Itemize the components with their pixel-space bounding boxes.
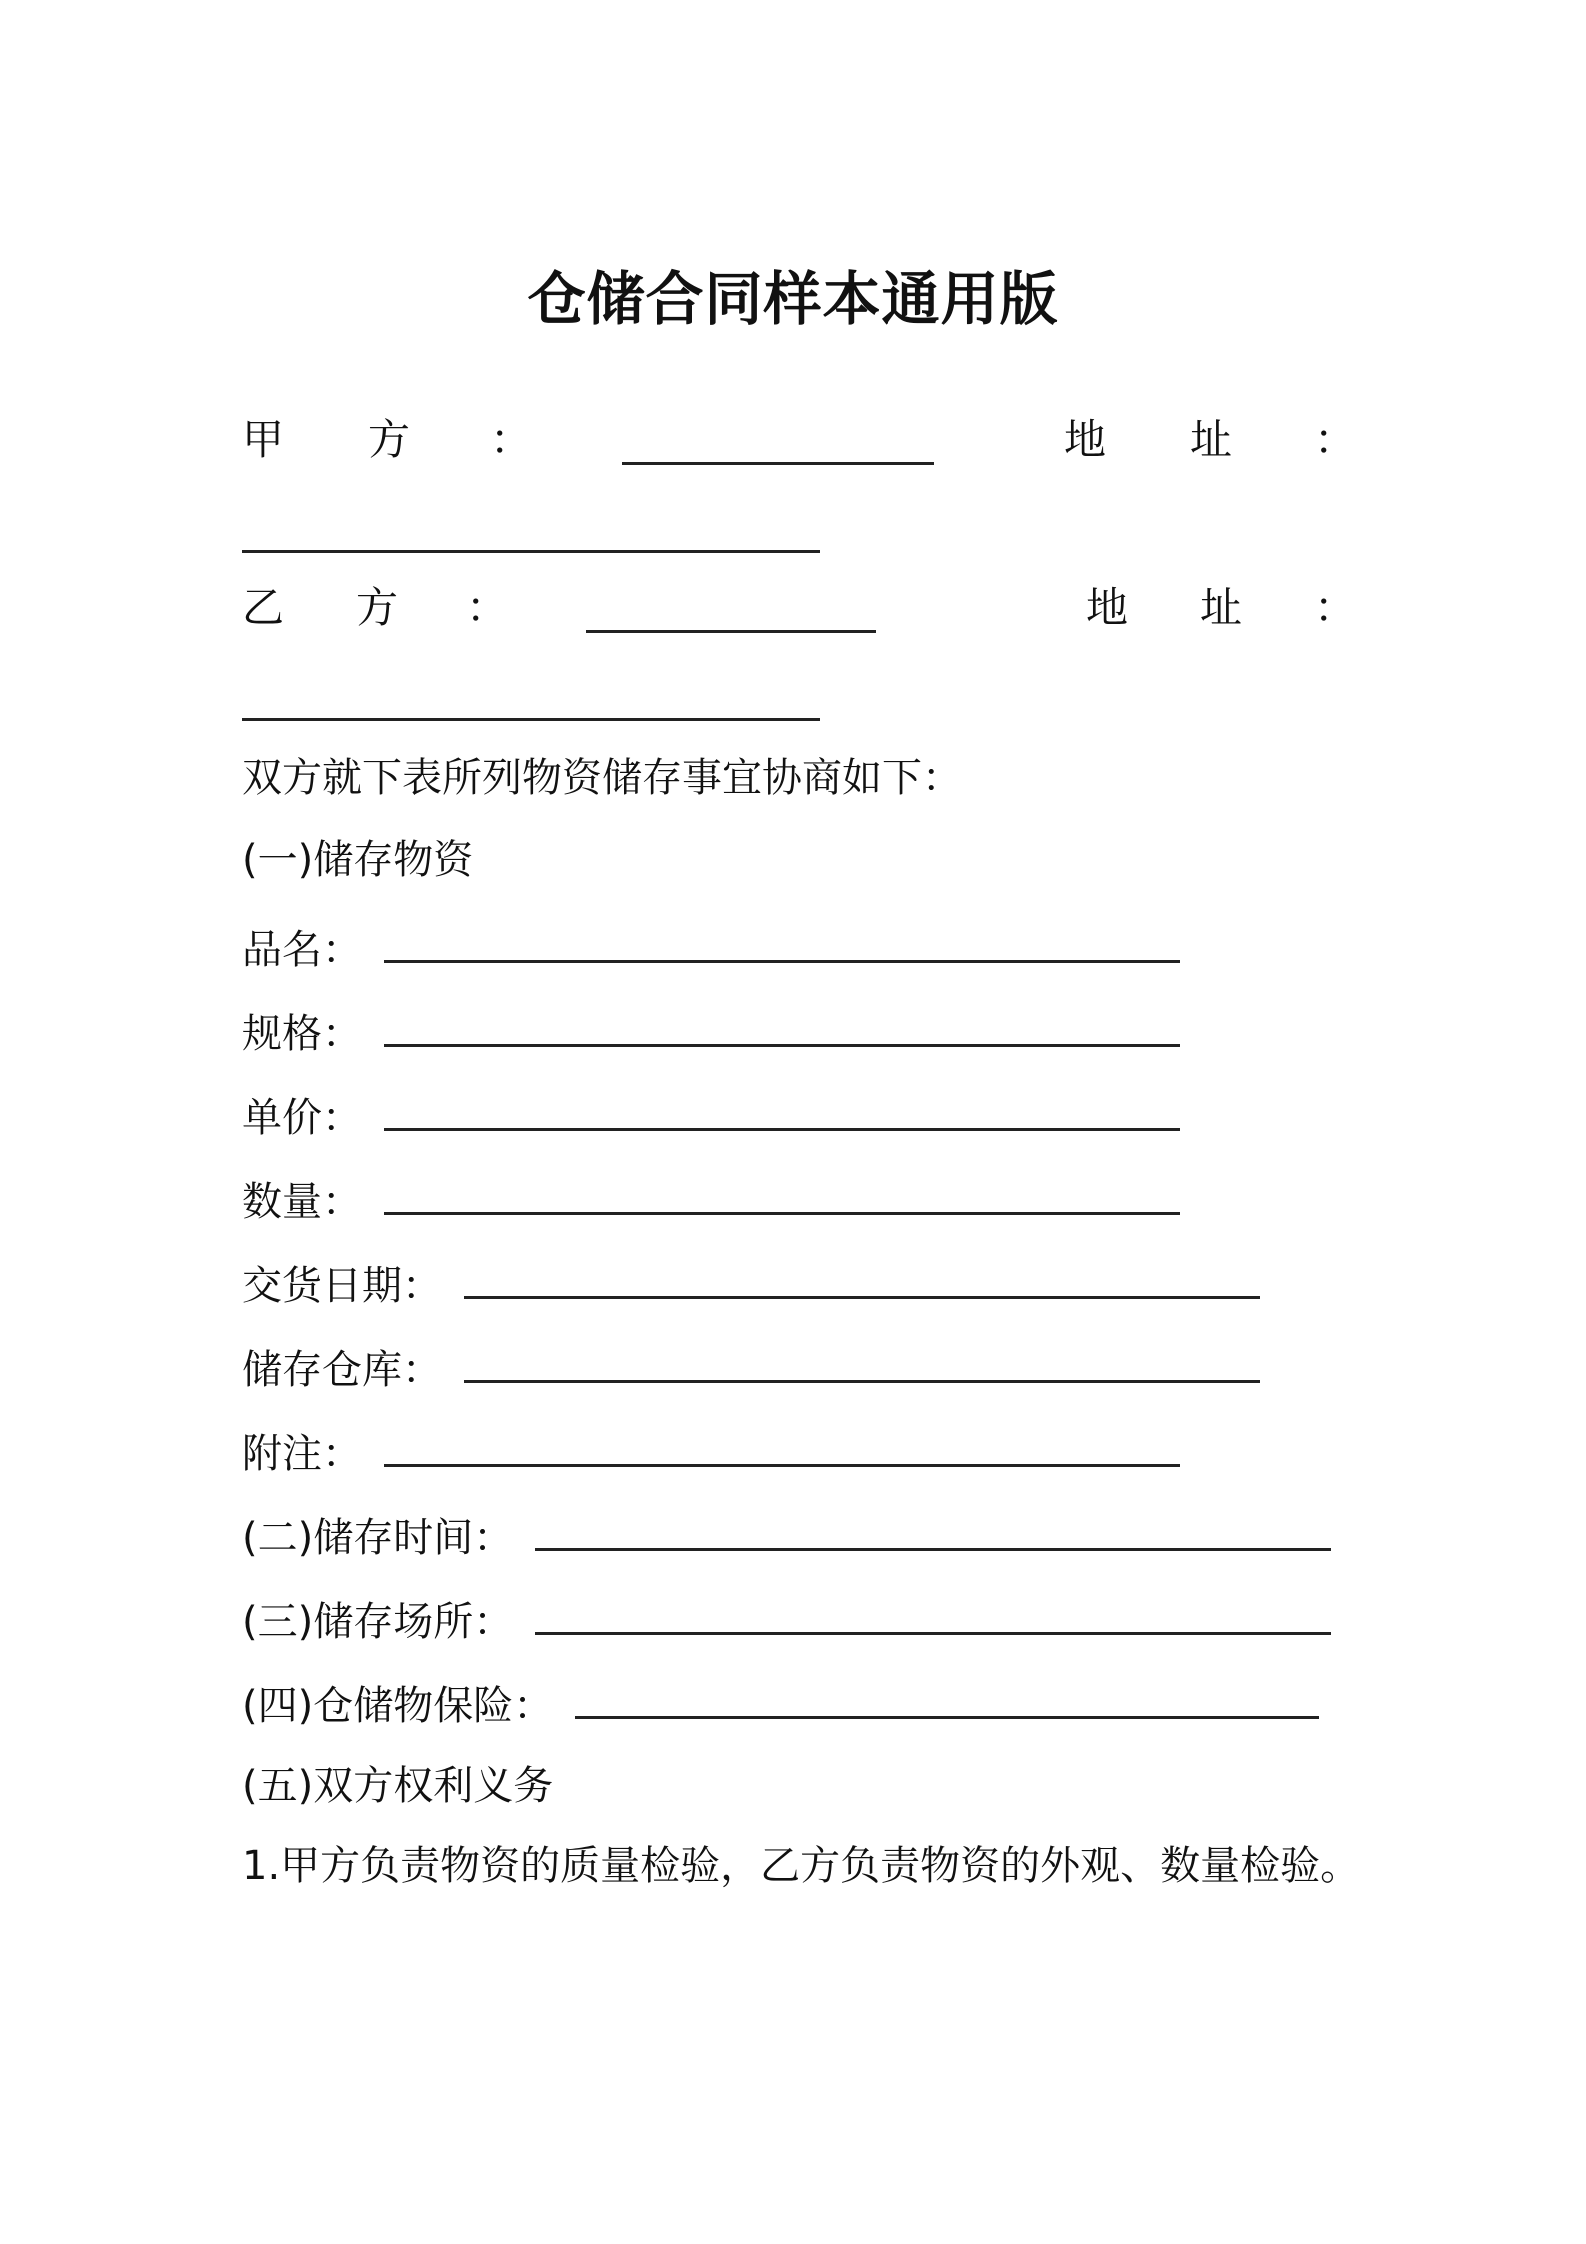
- field-note-blank[interactable]: [384, 1428, 1180, 1467]
- party-a-label-char-1: 甲: [242, 415, 285, 464]
- section-2-label: (二)储存时间：: [242, 1515, 514, 1561]
- party-b-address-colon: ：: [1314, 583, 1357, 632]
- party-a-address-char-2: 址: [1190, 415, 1233, 464]
- section-1-heading: (一)储存物资: [242, 837, 474, 883]
- party-b-address-char-2: 址: [1200, 583, 1243, 632]
- party-a-address-blank[interactable]: [242, 540, 820, 553]
- field-quantity-blank[interactable]: [384, 1176, 1180, 1215]
- party-b-address-char-1: 地: [1086, 583, 1129, 632]
- clause-1-text: 1.甲方负责物资的质量检验，乙方负责物资的外观、数量检验。: [242, 1843, 1361, 1889]
- field-delivery-date-label: 交货日期：: [242, 1263, 442, 1309]
- party-b-label-char-1: 乙: [242, 583, 285, 632]
- field-warehouse-row: [242, 1344, 1260, 1396]
- field-price-label: 单价：: [242, 1095, 362, 1141]
- party-a-address-colon: ：: [1314, 415, 1357, 464]
- party-b-label-colon: ：: [466, 583, 509, 632]
- field-spec-blank[interactable]: [384, 1008, 1180, 1047]
- party-a-address-char-1: 地: [1064, 415, 1107, 464]
- field-name-label: 品名：: [242, 927, 362, 973]
- field-note-row: [242, 1428, 1180, 1480]
- section-4-label: (四)仓储物保险：: [242, 1683, 554, 1729]
- section-2-blank[interactable]: [535, 1512, 1331, 1551]
- field-name-blank[interactable]: [384, 924, 1180, 963]
- field-delivery-date-row: [242, 1260, 1260, 1312]
- field-price-blank[interactable]: [384, 1092, 1180, 1131]
- party-a-label-char-2: 方: [368, 415, 411, 464]
- section-3-label: (三)储存场所：: [242, 1599, 514, 1645]
- section-4-blank[interactable]: [575, 1680, 1319, 1719]
- party-a-label-colon: ：: [490, 415, 533, 464]
- section-3-row: [242, 1596, 1331, 1648]
- field-spec-label: 规格：: [242, 1011, 362, 1057]
- party-b-address-blank[interactable]: [242, 708, 820, 721]
- section-3-blank[interactable]: [535, 1596, 1331, 1635]
- field-price-row: [242, 1092, 1180, 1144]
- field-warehouse-blank[interactable]: [464, 1344, 1260, 1383]
- party-a-name-blank[interactable]: [622, 452, 934, 465]
- page-title: 仓储合同样本通用版: [527, 265, 1059, 333]
- party-b-label-char-2: 方: [356, 583, 399, 632]
- section-2-row: [242, 1512, 1331, 1564]
- section-5-heading: (五)双方权利义务: [242, 1763, 554, 1809]
- field-quantity-row: [242, 1176, 1180, 1228]
- field-warehouse-label: 储存仓库：: [242, 1347, 442, 1393]
- intro-text: 双方就下表所列物资储存事宜协商如下：: [242, 755, 962, 801]
- party-b-name-blank[interactable]: [586, 620, 876, 633]
- field-quantity-label: 数量：: [242, 1179, 362, 1225]
- field-spec-row: [242, 1008, 1180, 1060]
- section-4-row: [242, 1680, 1319, 1732]
- field-note-label: 附注：: [242, 1431, 362, 1477]
- field-delivery-date-blank[interactable]: [464, 1260, 1260, 1299]
- field-name-row: [242, 924, 1180, 976]
